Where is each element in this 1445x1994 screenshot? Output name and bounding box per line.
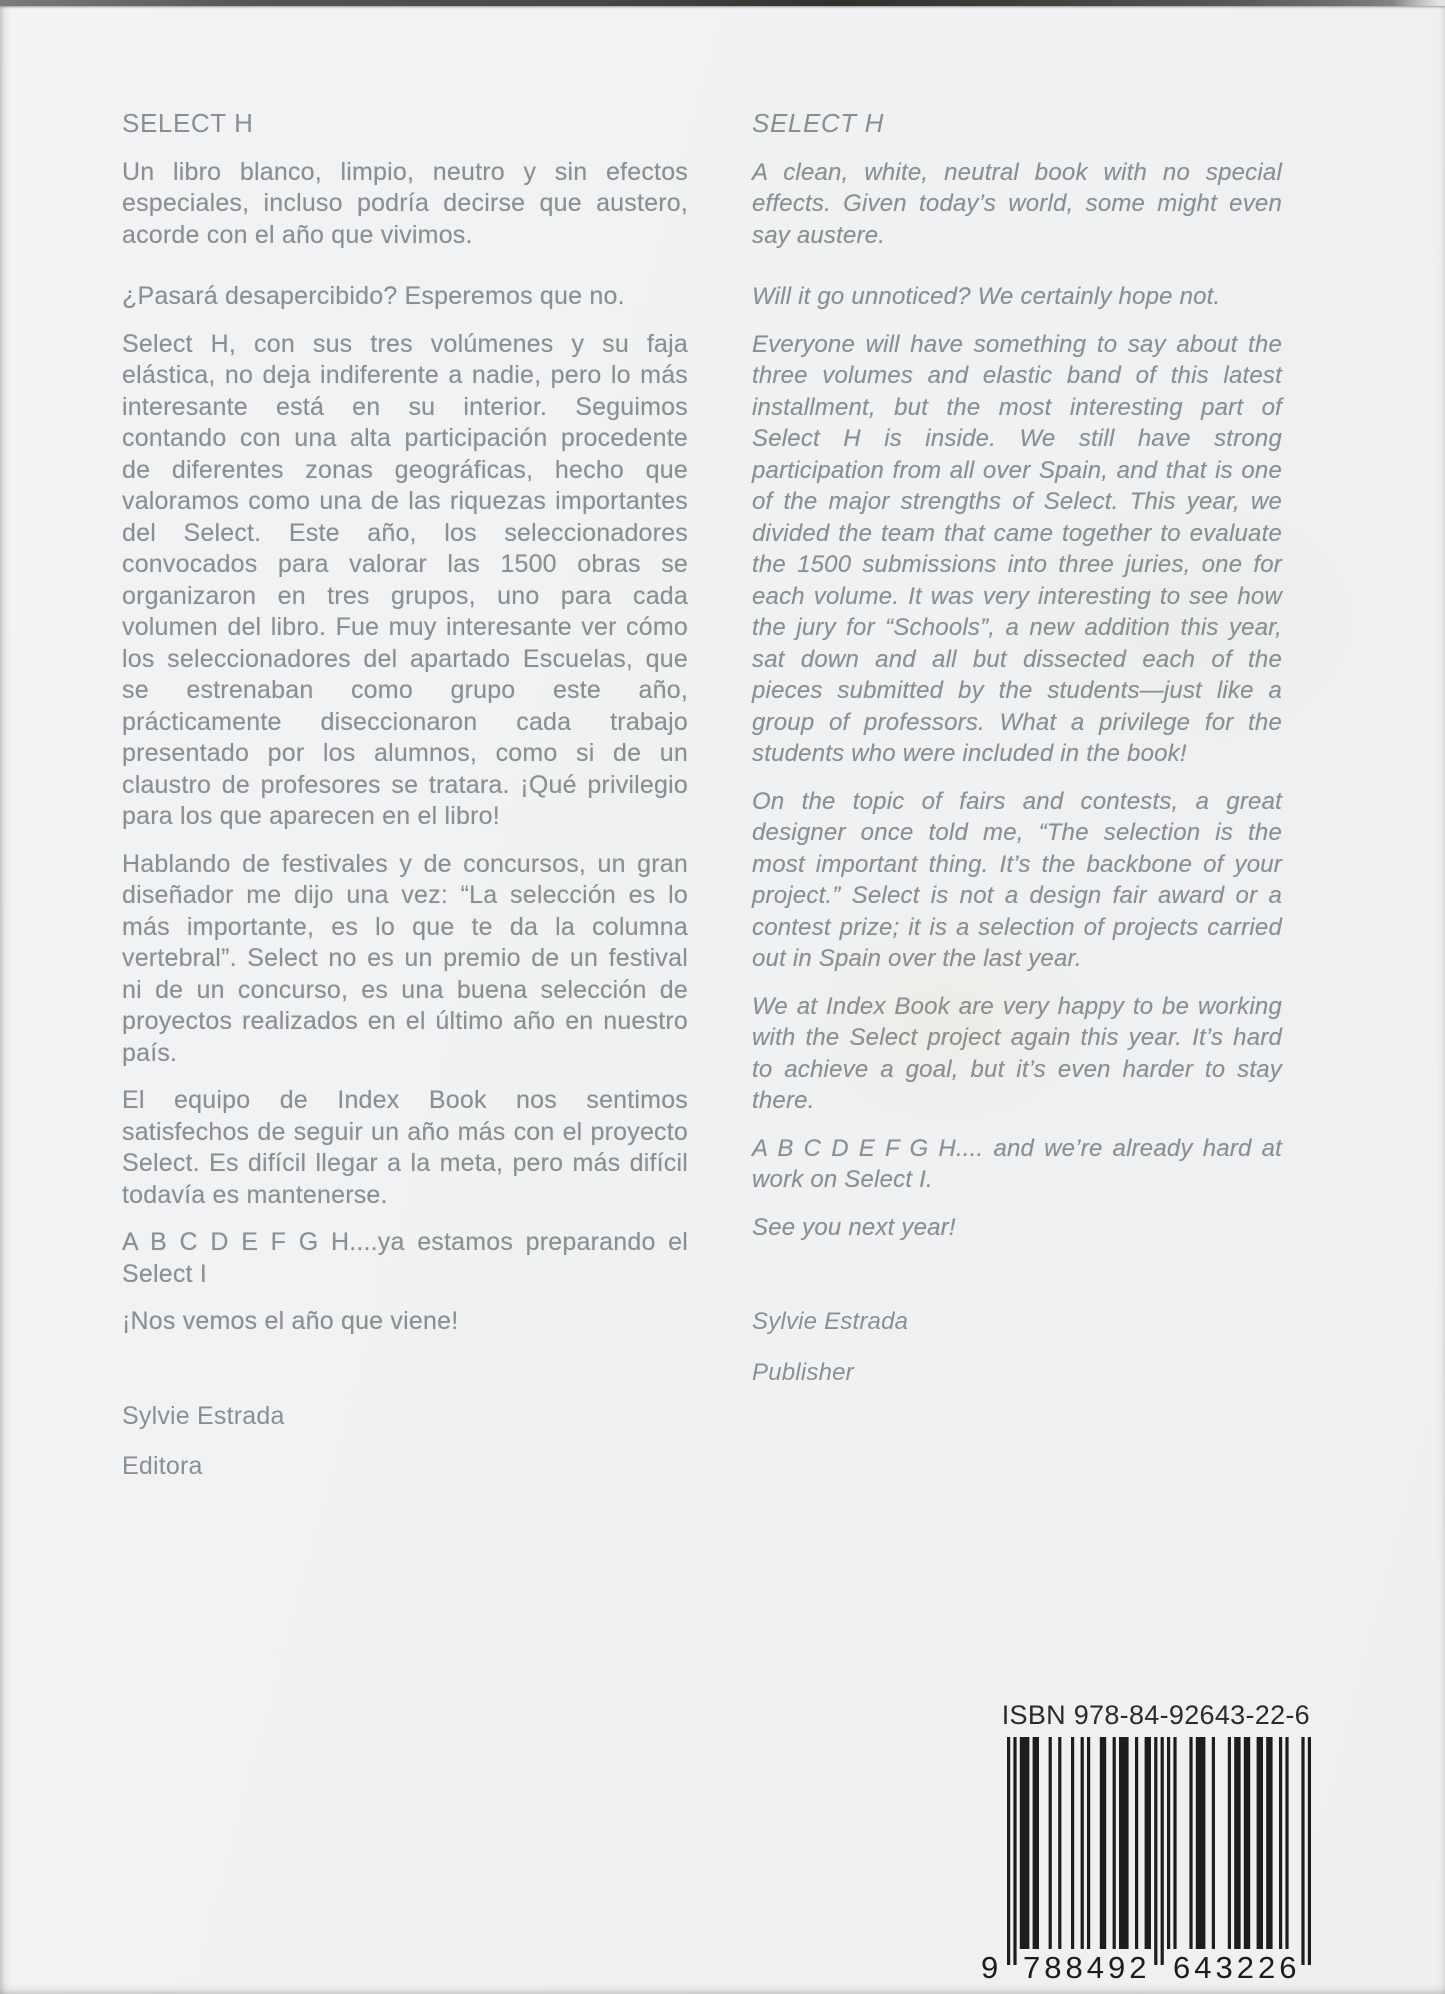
signature-name: Sylvie Estrada (752, 1308, 909, 1335)
paragraph: On the topic of fairs and contests, a great designer once told me, “The selection is the most important thing. It’s the backbone of your project.” Select is not a design fair award or a contest prize; it is a selection of projects carried out in Spain over the last year. (752, 787, 1282, 972)
paragraph: Un libro blanco, limpio, neutro y sin efectos especiales, incluso podría decirse que austero, acorde con el año que vivimos. (122, 157, 688, 249)
barcode-digits (981, 1950, 1311, 1988)
barcode-digit-group1: 788492 (1023, 1950, 1151, 1985)
paragraph: ¿Pasará desapercibido? Esperemos que no. (122, 282, 625, 310)
paragraph: Select H, con sus tres volúmenes y su faja elástica, no deja indiferente a nadie, pero lo más interesante está en su interior. Seguimos contando con una alta participación procedente de diferentes zonas geográficas, hecho que valoramos como una de las riquezas importantes del Select. Este año, los seleccionadores convocados para valorar las 1500 obras se organizaron en tres grupos, uno para cada volumen del libro. Fue muy interesante ver cómo los seleccionadores del apartado Escuelas, que se estrenaban como grupo este año, prácticamente diseccionaron cada trabajo presentado por los alumnos, como si de un claustro de profesores se tratara. ¡Qué privilegio para los que aparecen en el libro! (122, 329, 688, 830)
english-signature (752, 1306, 1282, 1388)
paragraph: Everyone will have something to say about the three volumes and elastic band of this latest installment, but the most interesting part of Select H is inside. We still have strong participation from all over Spain, and that is one of the major strengths of Select. This year, we divided the team that came together to evaluate the 1500 submissions into three juries, one for each volume. It was very interesting to see how the jury for “Schools”, a new addition this year, sat down and all but dissected each of the pieces submitted by the students—just like a group of professors. What a privilege for the students who were included in the book! (752, 330, 1282, 767)
signature-role: Editora (122, 1452, 203, 1480)
paragraph: We at Index Book are very happy to be working with the Select project again this year. It’s hard to achieve a goal, but it’s even harder to stay there. (752, 992, 1282, 1114)
paragraph: See you next year! (752, 1213, 956, 1241)
barcode-bars (1007, 1737, 1311, 1965)
spanish-column (122, 108, 688, 1483)
signature-name: Sylvie Estrada (122, 1401, 285, 1430)
paragraph: Will it go unnoticed? We certainly hope not. (752, 283, 1221, 310)
paragraph: A B C D E F G H....ya estamos preparando el Select I (122, 1228, 688, 1288)
isbn-label: ISBN 978-84-92643-22-6 (1001, 1700, 1310, 1730)
spanish-paragraphs (122, 157, 688, 1338)
scan-top-edge (0, 0, 1445, 6)
english-title: SELECT H (752, 108, 884, 138)
barcode-digit-first: 9 (981, 1950, 1003, 1985)
isbn-barcode-block (981, 1700, 1325, 1992)
barcode-digit-group2: 643226 (1173, 1950, 1301, 1985)
spanish-title: SELECT H (122, 108, 254, 138)
paragraph: A clean, white, neutral book with no special effects. Given today’s world, some might even say austere. (752, 158, 1282, 249)
english-paragraphs (752, 157, 1282, 1244)
paragraph: El equipo de Index Book nos sentimos satisfechos de seguir un año más con el proyecto Select. Es difícil llegar a la meta, pero más difícil todavía es mantenerse. (122, 1086, 688, 1209)
paragraph: Hablando de festivales y de concursos, un gran diseñador me dijo una vez: “La selección es lo más importante, es lo que te da la columna vertebral”. Select no es un premio de un festival ni de un concurso, es una buena selección de proyectos realizados en el último año en nuestro país. (122, 849, 688, 1067)
signature-role: Publisher (752, 1358, 854, 1386)
paragraph: A B C D E F G H.... and we’re already hard at work on Select I. (752, 1134, 1282, 1193)
ean13-barcode (981, 1737, 1311, 1989)
paragraph: ¡Nos vemos el año que viene! (122, 1307, 459, 1335)
english-column (752, 108, 1282, 1388)
spanish-signature (122, 1401, 688, 1483)
